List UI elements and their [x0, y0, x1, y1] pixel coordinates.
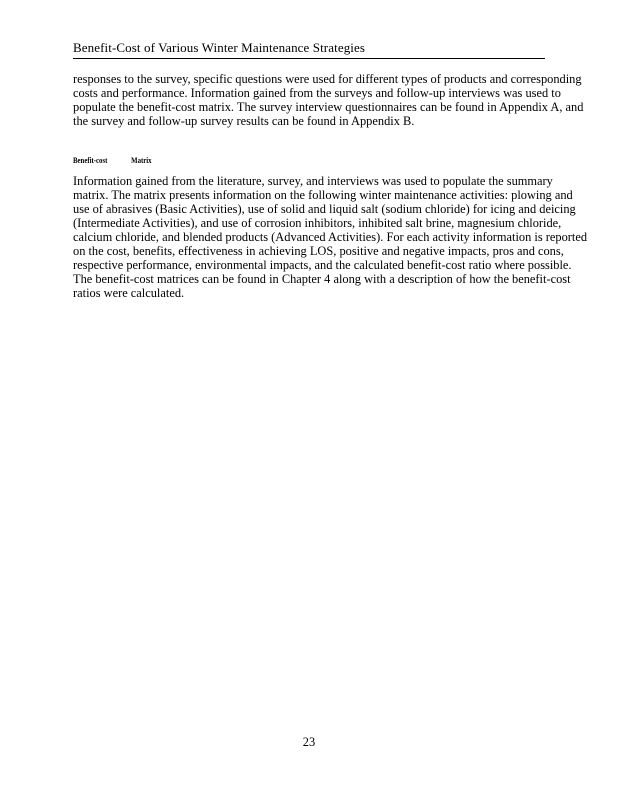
body-paragraph-1: responses to the survey, specific questions were used for different types of products and corresponding costs and performance. Information gained from the surveys and follow-up interviews was used to populate the benefit-cost matrix. The survey interview questionnaires can be found in Appendix A, and the survey and follow-up survey results can be found in Appendix B.	[73, 72, 584, 128]
running-header	[73, 40, 545, 59]
section-heading	[73, 156, 152, 166]
body-paragraph-2: Information gained from the literature, survey, and interviews was used to populate the summary matrix. The matrix presents information on the following winter maintenance activities: plowing and use of abrasives (Basic Activities), use of solid and liquid salt (sodium chloride) for icing and deicing (Intermediate Activities), and use of corrosion inhibitors, inhibited salt brine, magnesium chloride, calcium chloride, and blended products (Advanced Activities). For each activity information is reported on the cost, benefits, effectiveness in achieving LOS, positive and negative impacts, pros and cons, respective performance, environmental impacts, and the calculated benefit-cost ratio where possible. The benefit-cost matrices can be found in Chapter 4 along with a description of how the benefit-cost ratios were calculated.	[73, 174, 588, 300]
header-title: Benefit-Cost of Various Winter Maintenance Strategies	[73, 40, 366, 55]
page-number: 23	[302, 735, 316, 749]
section-heading-word-2: Matrix	[131, 156, 152, 165]
section-heading-word-1: Benefit-cost	[73, 156, 108, 165]
header-rule	[73, 58, 545, 59]
